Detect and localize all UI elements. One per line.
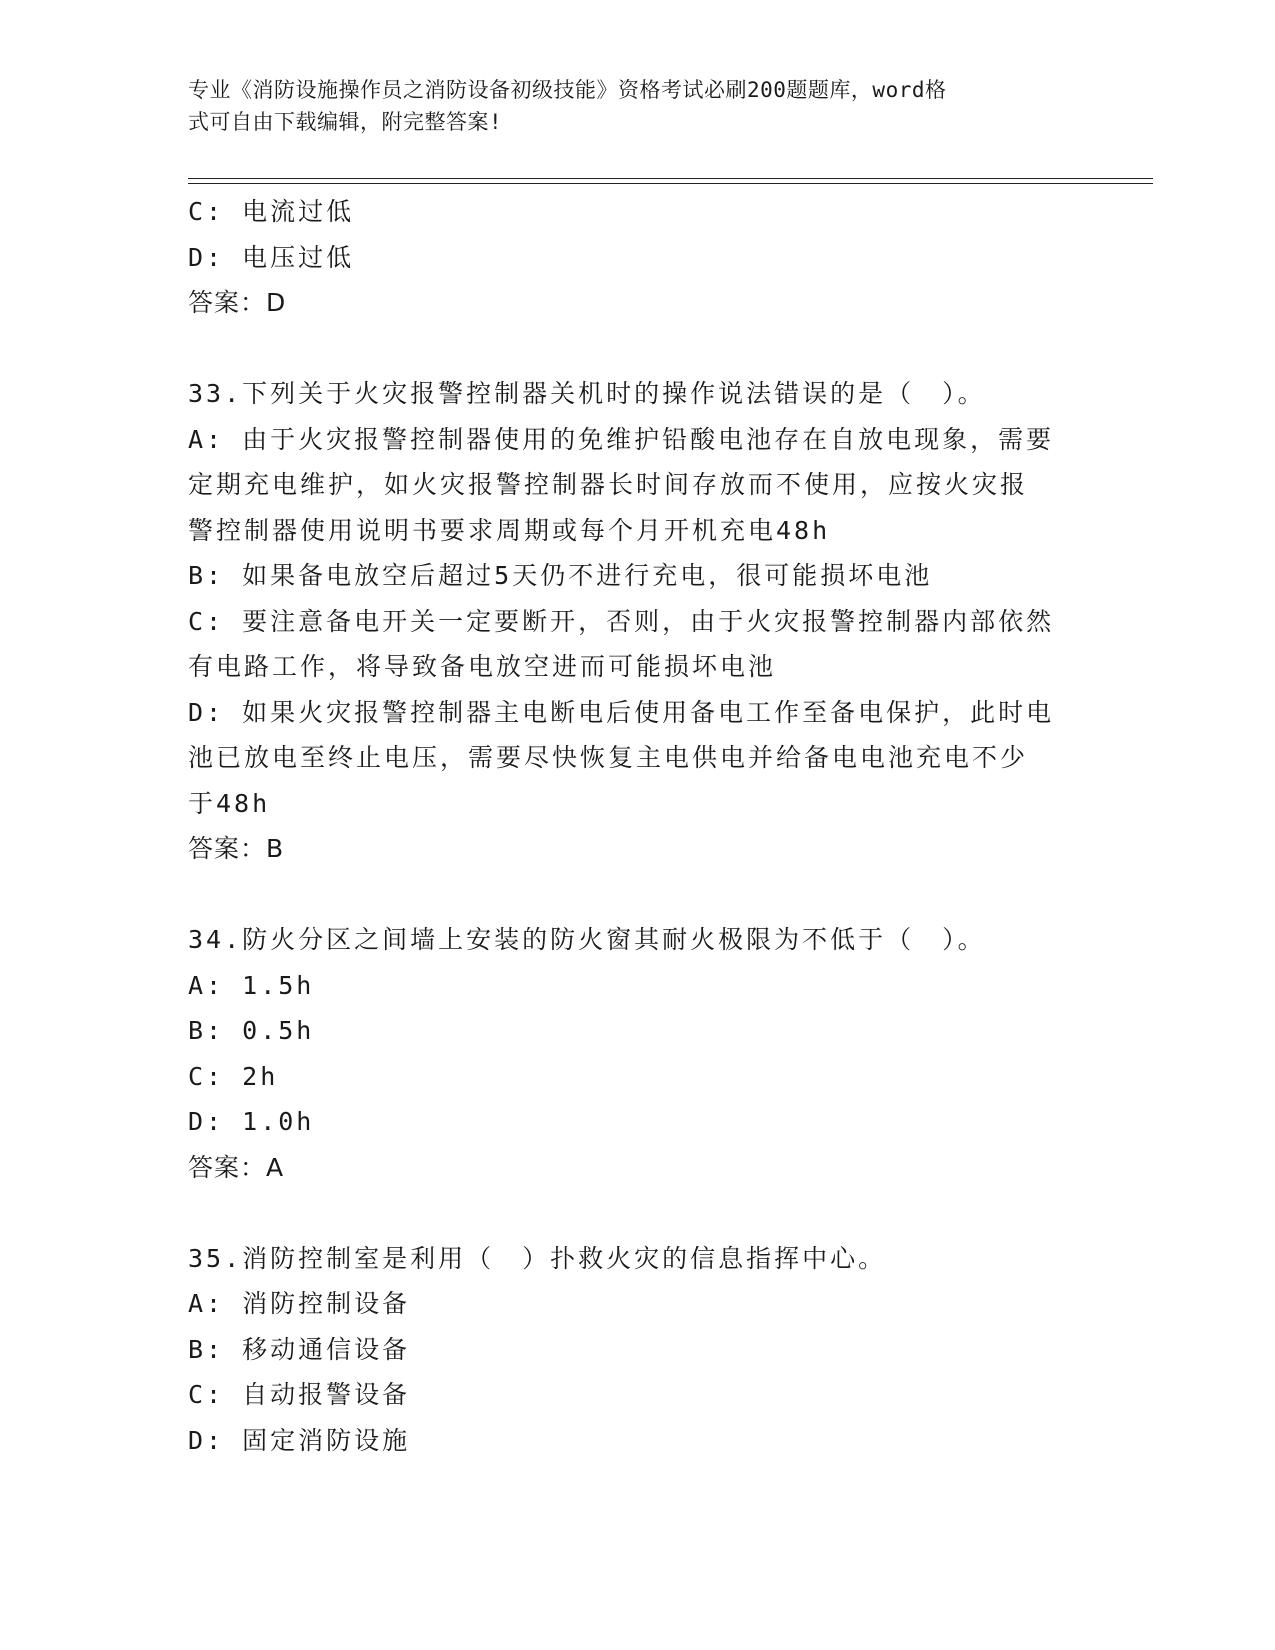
option-d: D: 固定消防设施 (188, 1425, 411, 1455)
header-line-1: 专业《消防设施操作员之消防设备初级技能》资格考试必刷200题题库，word格 (188, 78, 947, 102)
answer-line: 答案：A (188, 1152, 285, 1182)
option-c-line-1: C: 要注意备电开关一定要断开，否则，由于火灾报警控制器内部依然 (188, 606, 1055, 636)
option-c: C: 2h (188, 1061, 279, 1091)
question-32-continued (188, 189, 1088, 326)
header-divider-bottom (188, 183, 1153, 184)
question-stem: 33.下列关于火灾报警控制器关机时的操作说法错误的是（ ）。 (188, 379, 986, 408)
option-a: A: 消防控制设备 (188, 1289, 411, 1318)
answer-line: 答案：D (188, 288, 287, 317)
spacer (188, 872, 1088, 918)
option-b: B: 移动通信设备 (188, 1334, 411, 1364)
header-divider-top (188, 178, 1153, 179)
option-c: C: 自动报警设备 (188, 1380, 411, 1409)
option-d-line-2: 池已放电至终止电压，需要尽快恢复主电供电并给备电电池充电不少 (188, 743, 1029, 772)
question-stem: 35.消防控制室是利用（ ）扑救火灾的信息指挥中心。 (188, 1243, 887, 1273)
option-d: D: 电压过低 (188, 242, 355, 272)
option-d-line-3: 于48h (188, 788, 271, 818)
question-stem: 34.防火分区之间墙上安装的防火窗其耐火极限为不低于（ ）。 (188, 925, 986, 954)
option-a: A: 1.5h (188, 970, 315, 1000)
option-a-line-3: 警控制器使用说明书要求周期或每个月开机充电48h (188, 515, 831, 545)
option-c-line-2: 有电路工作，将导致备电放空进而可能损坏电池 (188, 652, 777, 681)
option-d: D: 1.0h (188, 1107, 315, 1136)
spacer (188, 326, 1088, 372)
document-header (188, 74, 1068, 138)
option-b: B: 0.5h (188, 1016, 315, 1045)
question-34 (188, 917, 1088, 1190)
option-a-line-1: A: 由于火灾报警控制器使用的免维护铅酸电池存在自放电现象，需要 (188, 424, 1055, 454)
option-d-line-1: D: 如果火灾报警控制器主电断电后使用备电工作至备电保护，此时电 (188, 697, 1055, 727)
question-33 (188, 371, 1088, 872)
option-c: C: 电流过低 (188, 197, 355, 226)
header-line-2: 式可自由下载编辑，附完整答案! (188, 110, 503, 134)
question-35 (188, 1236, 1088, 1464)
option-b: B: 如果备电放空后超过5天仍不进行充电，很可能损坏电池 (188, 561, 933, 590)
option-a-line-2: 定期充电维护，如火灾报警控制器长时间存放而不使用，应按火灾报 (188, 470, 1029, 499)
answer-line: 答案：B (188, 834, 285, 863)
spacer (188, 1190, 1088, 1236)
question-list (188, 189, 1088, 1463)
